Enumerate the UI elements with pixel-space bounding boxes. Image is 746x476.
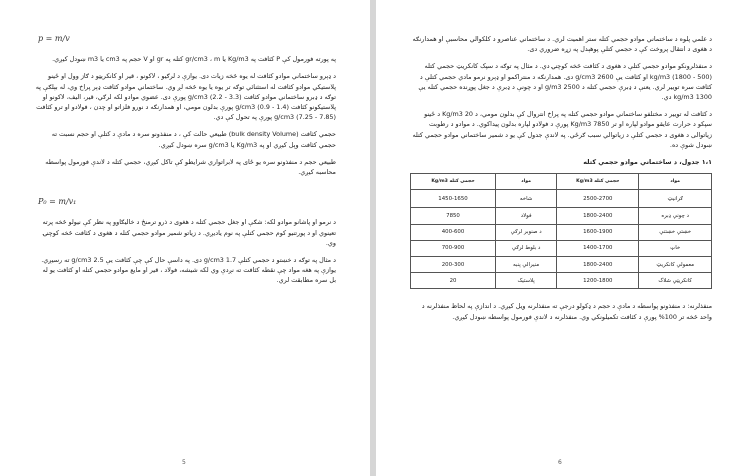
page-number: 5: [182, 459, 186, 466]
table-cell: معمولي کانکريټ: [639, 257, 712, 273]
table-row: [411, 190, 712, 208]
column-header: مواد: [639, 174, 712, 190]
table-row: [411, 257, 712, 273]
paragraph: د نرمو او پاشانو موادو لکه: شګې او جغل حجمي کتله د هغوی د ذرو ترمنځ د خاليګاوو په نظر کې نيولو څخه پرته تعينوي او د پورتنيو کوم حجمي کتلې په نوم ياديږي. د زياتو شمير موادو حجمي کتله د هغوی د کثافت څخه کوچنۍ وي.: [42, 218, 336, 247]
table-cell: 1400-1700: [557, 240, 639, 256]
paragraph: د علمي پلوه د ساختماني موادو حجمي کتله ستر اهميت لري. د ساختماني عناصرو د کلکوالي محاسبې او همدارنګه د هغوی د انتقال پروخت کې د حجمي کتلې پوهېدل په زړه ضروري دی.: [412, 35, 712, 54]
table-cell: کانکريټي شلاک: [639, 273, 712, 289]
right-page-content: [410, 34, 712, 329]
table-cell: 20: [411, 273, 496, 289]
left-page-content: [34, 34, 336, 293]
paragraph: د ډېرو ساختماني موادو کثافت له يوه څخه زيات دی. يوازې د لرګيو ، لاکونو ، قير او کانکريټو د ګاز وول او ځينو پلاستيکي موادو کثافت له استثنائي توګه تر يوه يا يوه څخه لږ وي. ساختماني موادو کثافت ډېر پراخ وي، له بېلګې په توګه د ډبرو ساختماني موادو کثافت (3.3 - 2.2) g/cm3 پورې دی. عضوي موادو لکه لرګي، قير، اليف، لاکونو او پلاستيکونو کثافت (1.4 - 0.9) g/cm3 پورې بدلون مومي، او همدارنګه د نورو فلزاتو او چدن ، فولادو او ترو کثافت (7.85 - 7.25) g/cm3 پورې په تحول کې دي.: [35, 72, 336, 122]
table-cell: د چونې ډبره: [639, 208, 712, 224]
table-cell: 200-300: [411, 257, 496, 273]
table-cell: منيرالي پنبه: [496, 257, 557, 273]
table-caption: ۱،۱ جدول، د ساختماني موادو حجمي کتله: [583, 158, 712, 167]
table-cell: فولاد: [496, 208, 557, 224]
table-cell: 1200-1800: [557, 273, 639, 289]
table-cell: 1800-2400: [557, 257, 639, 273]
table-cell: ګرانيټ: [639, 190, 712, 208]
column-header: مواد: [496, 174, 557, 190]
table-cell: 400-600: [411, 224, 496, 240]
bulk-density-formula: P₀ = m/v₁: [38, 197, 77, 207]
paragraph: د مثال په توګه د خښتو د حجمي کتلې g/cm3 1.7 دی. په داسې حال کې چې کثافت يې g/cm3 2.5 ته رسيږي. يوازې په هغه مواد چې نقطه کثافت ته نږدې وي لکه شيشه، فولاد ، قير او مايع موادو حجمي کتله او کثافت يو له بل سره مطابقت لري.: [41, 256, 336, 285]
table-header-row: [411, 174, 712, 190]
table-cell: پلاستيک: [496, 273, 557, 289]
table-cell: خښتې خښتنې: [639, 224, 712, 240]
table-row: [411, 273, 712, 289]
paragraph: منفذلرنه: د منفذونو پواسطه د مادې د حجم د ډکولو درجې ته منفذلرنه ويل کيږي. د اندازې په لحاظ منفذلرنه د واحد څخه تر 100% پورې د کثافت تکميلونکي وي. منفذلرنه د لاندې فورمول پواسطه ښودل کيږي.: [421, 302, 712, 321]
paragraph: د منفذلرونکو موادو حجمي کتلې د هغوی د کثافت څخه کوچنۍ دي. د مثال په توګه د سپک کانکريټ حجمي کتله (500 - 1800) kg/m3 او کثافت يې 2600 g/cm3 دی. همدارنګه د منتراکمو او ډېرو نرمو مادي حجمي کتلې د کثافت سره تويير لري. يعنې د ډبرې حجمي کتله د 2500 g/m3 او د چونې د ډبرې د جغل پوړنده حجمي کتله يې 1300 kg/m3 دي.: [418, 62, 712, 102]
materials-density-table: [410, 173, 712, 289]
table-cell: 1450-1650: [411, 190, 496, 208]
left-page: [0, 0, 370, 476]
right-page: [376, 0, 746, 476]
column-header: حجمي کتله Kg/m3: [557, 174, 639, 190]
table-row: [411, 240, 712, 256]
table-cell: د بلوط لرګي: [496, 240, 557, 256]
table-cell: 1800-2400: [557, 208, 639, 224]
column-header: حجمي کتله Kg/m3: [411, 174, 496, 190]
table-cell: 700-900: [411, 240, 496, 256]
table-cell: خاټ: [639, 240, 712, 256]
paragraph: د کثافت له تويير د مختلفو ساختماني موادو حجمي کتله په پراخ انتروال کې بدلون مومي، د 20 Kg/m3 د ځينو سپکو د حرارت عايقو موادو لپاره او تر 7850 Kg/m3 پورې د فولادو لپاره بدلون پيداکوي. د موادو د رطوبت زياتوالی د هغوی د حجمي کتلې د زياتوالي سبب ګرځي. په لاندې جدول کې يو د شمير ساختماني موادو حجمي کتله ښودل شوې ده.: [412, 110, 712, 149]
paragraph: طبيعي حجم د منفذونو سره يو ځای په لابراتواري شرايطو کې تاکل کيږي، حجمي کتله د لاندې فورمول پواسطه محاسبه کيږي.: [45, 157, 336, 177]
table-cell: 2500-2700: [557, 190, 639, 208]
table-cell: 7850: [411, 208, 496, 224]
table-cell: د صنوبر لرګي: [496, 224, 557, 240]
density-formula: p = m/v: [38, 34, 70, 43]
table-cell: 1600-1900: [557, 224, 639, 240]
page-number: 6: [558, 459, 562, 466]
paragraph: حجمي کثافت (bulk density Volume) طبيعي حالت کې ، د منفذونو سره د مادې د کتلې او حجم نسبت ته حجمي کثافت وېل کيږي او په Kg/m3 يا g/cm3 سره ښودل کيږي.: [51, 130, 336, 149]
table-row: [411, 208, 712, 224]
table-row: [411, 224, 712, 240]
table-cell: شاخه: [496, 190, 557, 208]
paragraph: په پورته فورمول کې P کثافت په Kg/m3 يا gr/cm3 ، m کتله په gr او V حجم په cm3 يا m3 ښودل کيږي.: [52, 55, 336, 64]
